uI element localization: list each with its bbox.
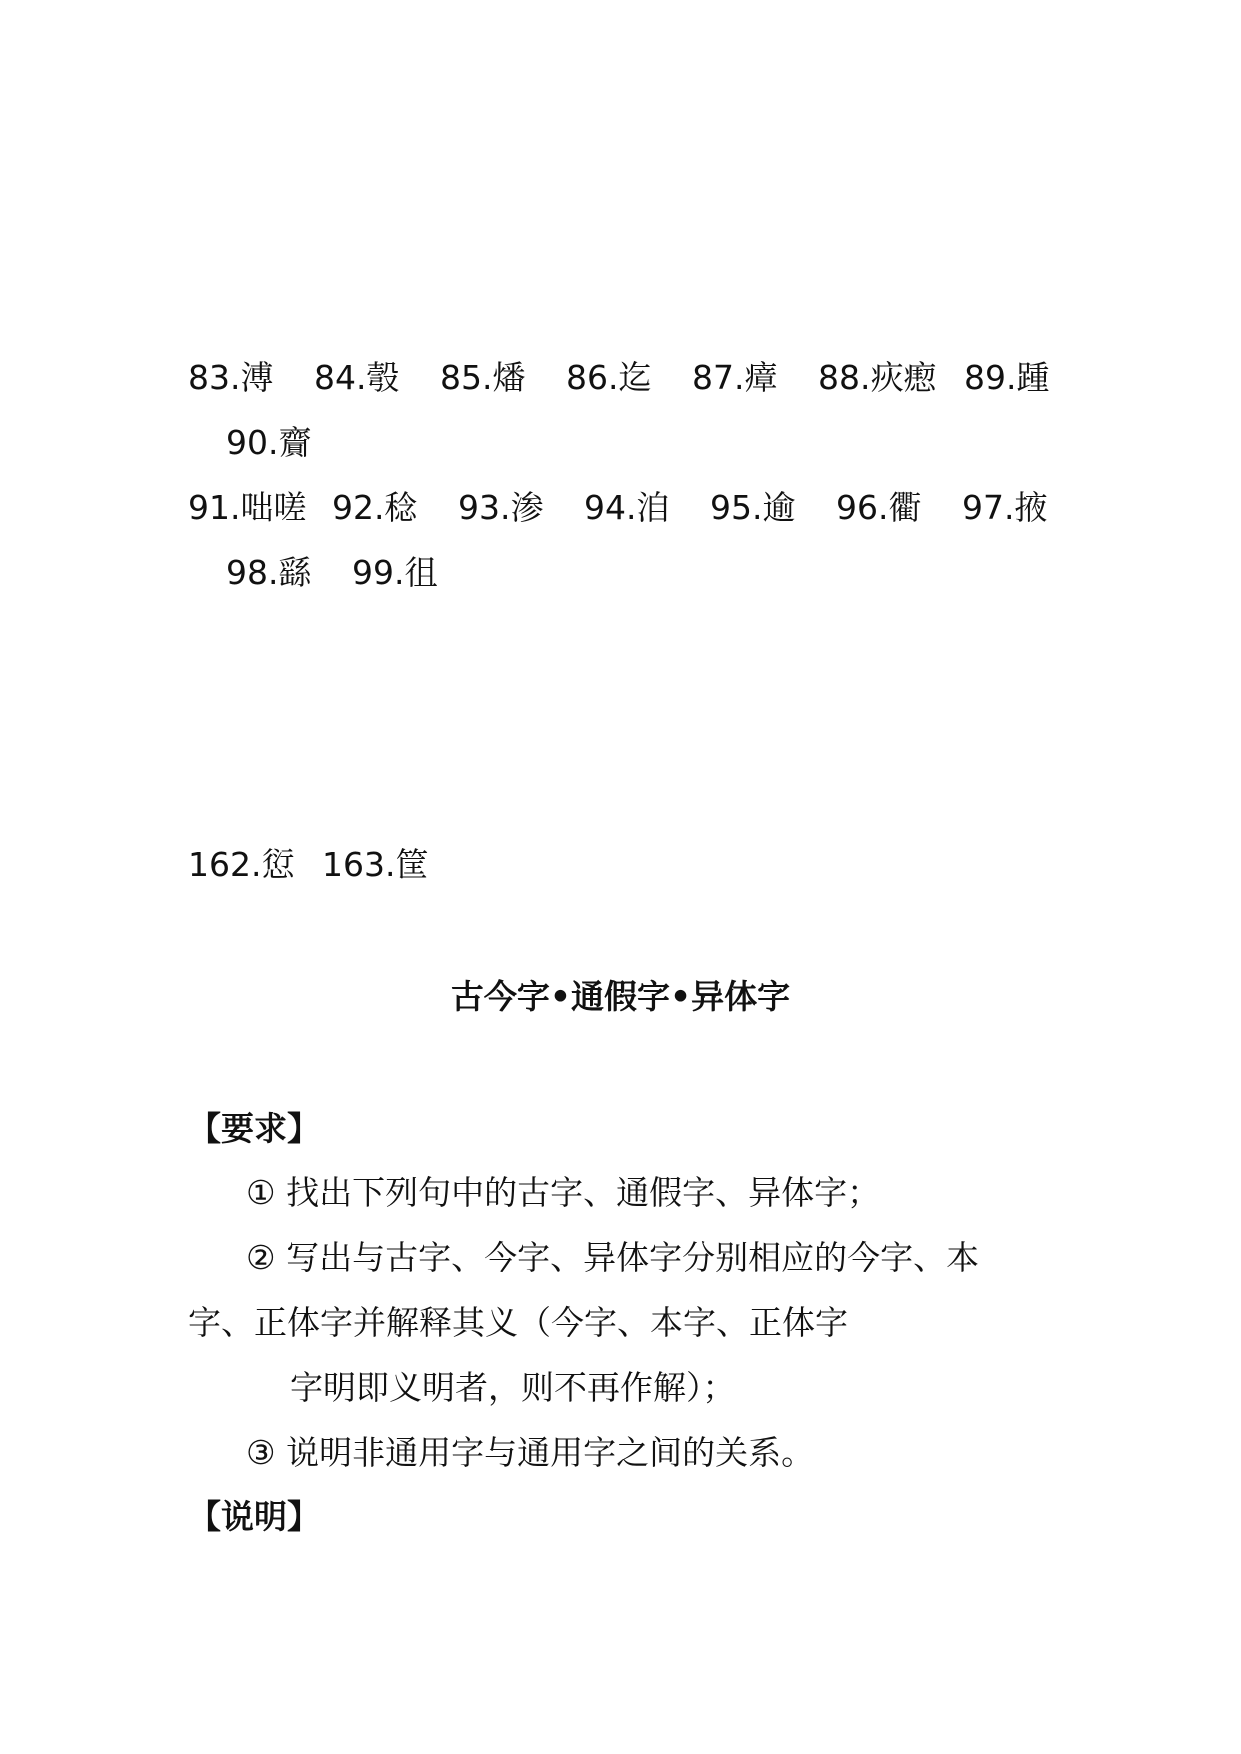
list-item: 84.彀 [314,358,400,397]
list-item: 162.愆 [188,845,295,884]
requirement-2-line-3: 字明即义明者，则不再作解）； [290,1368,736,1407]
list-item: 83.溥 [188,358,274,397]
section-title: 古今字•通假字•异体字 [450,977,791,1016]
requirement-3: ③ 说明非通用字与通用字之间的关系。 [246,1433,815,1472]
list-item: 86.迄 [566,358,652,397]
notes-heading: 【说明】 [188,1497,320,1536]
list-item: 87.瘴 [692,358,778,397]
list-item: 99.徂 [352,553,438,592]
list-item: 94.洎 [584,488,670,527]
list-item: 89.踵 [964,358,1050,397]
list-item: 88.疢瘛 [818,358,937,397]
list-item: 95.逾 [710,488,796,527]
list-item: 92.稔 [332,488,418,527]
requirement-1: ① 找出下列句中的古字、通假字、异体字； [246,1173,881,1212]
list-row-1-wrap [226,423,311,463]
requirement-2-line-2: 字、正体字并解释其义（今字、本字、正体字 [188,1303,848,1342]
list-item: 96.衢 [836,488,922,527]
requirement-2-line-1: ② 写出与古字、今字、异体字分别相应的今字、本 [246,1238,980,1277]
list-item: 90.齎 [226,423,312,462]
list-item: 98.繇 [226,553,312,592]
list-item: 93.渗 [458,488,544,527]
list-item: 163.筐 [322,845,429,884]
requirements-heading: 【要求】 [188,1109,320,1148]
list-item: 91.咄嗟 [188,488,307,527]
list-item: 97.掖 [962,488,1048,527]
list-item: 85.燔 [440,358,526,397]
